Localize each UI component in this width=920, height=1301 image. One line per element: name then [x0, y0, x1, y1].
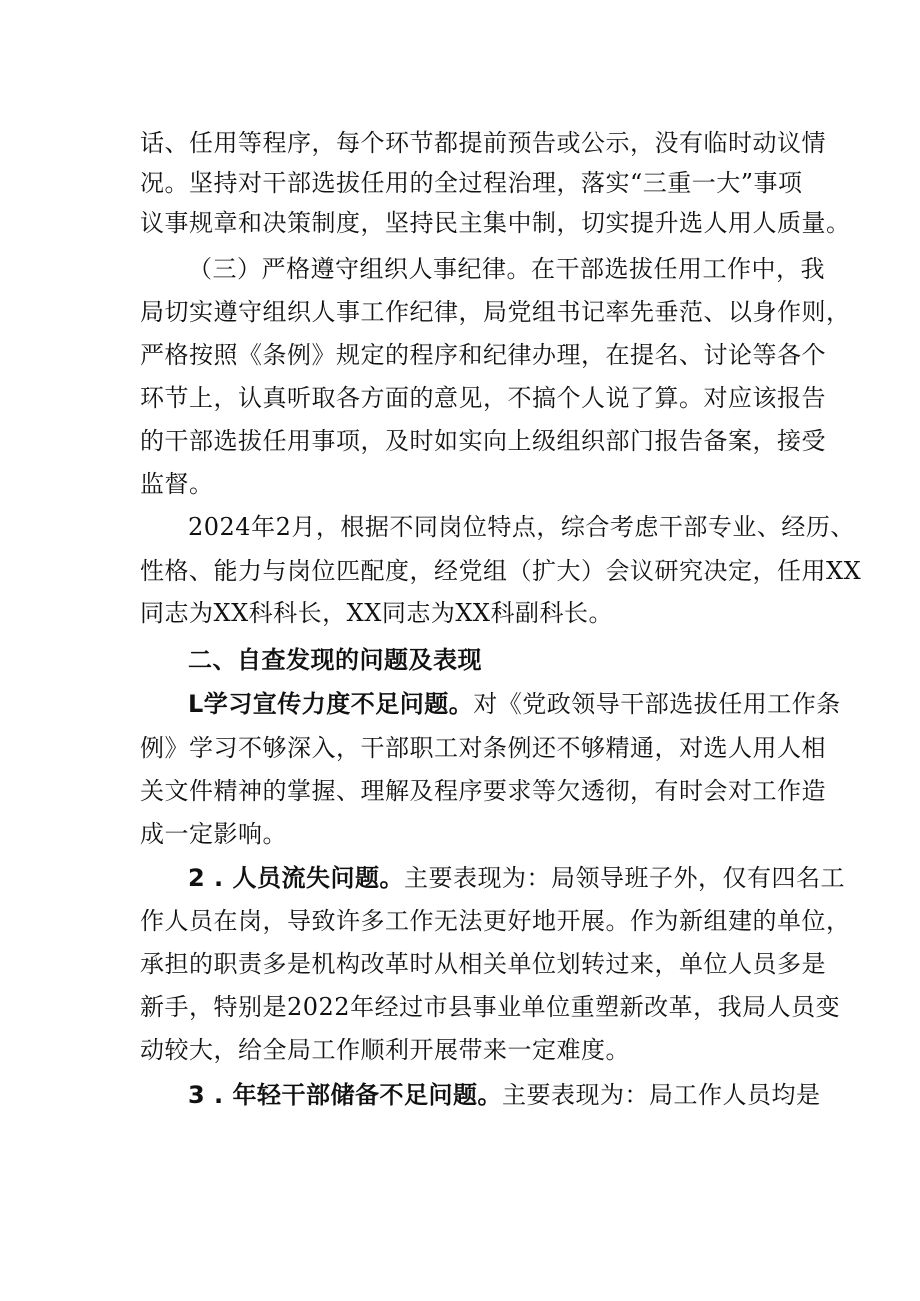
paragraph-line: 动较大，给全局工作顺利开展带来一定难度。: [140, 1036, 630, 1064]
item-lead: 2 . 人员流失问题。: [188, 864, 405, 892]
paragraph-line: 局切实遵守组织人事工作纪律，局党组书记率先垂范、以身作则，: [140, 298, 851, 326]
list-item-line: [188, 1080, 821, 1110]
paragraph-line: 新手，特别是2022年经过市县事业单位重塑新改革，我局人员变: [140, 993, 841, 1021]
paragraph-line: 关文件精神的掌握、理解及程序要求等欠透彻，有时会对工作造: [140, 777, 826, 805]
item-lead: 3 . 年轻干部储备不足问题。: [188, 1081, 503, 1109]
paragraph-line: 性格、能力与岗位匹配度，经党组（扩大）会议研究决定，任用XX: [140, 557, 862, 585]
paragraph-line: 成一定影响。: [140, 820, 287, 848]
paragraph-line: 况。坚持对干部选拔任用的全过程治理，落实“三重一大”事项: [140, 169, 803, 197]
list-item-line: [188, 689, 841, 719]
paragraph-line: 同志为XX科科长，XX同志为XX科副科长。: [140, 599, 614, 627]
item-lead: L学习宣传力度不足问题。: [188, 690, 474, 718]
paragraph-line: 的干部选拔任用事项，及时如实向上级组织部门报告备案，接受: [140, 427, 826, 455]
item-text: 对《党政领导干部选拔任用工作条: [473, 690, 841, 718]
paragraph-line: 环节上，认真听取各方面的意见，不搞个人说了算。对应该报告: [140, 384, 826, 412]
paragraph-line: 2024年2月，根据不同岗位特点，综合考虑干部专业、经历、: [188, 513, 855, 541]
paragraph-line: 例》学习不够深入，干部职工对条例还不够精通，对选人用人相: [140, 734, 826, 762]
item-text: 主要表现为：局工作人员均是: [502, 1081, 821, 1109]
paragraph-line: 监督。: [140, 470, 214, 498]
paragraph-line: 承担的职责多是机构改革时从相关单位划转过来，单位人员多是: [140, 950, 826, 978]
list-item-line: [188, 863, 845, 893]
paragraph-line: 议事规章和决策制度，坚持民主集中制，切实提升选人用人质量。: [140, 209, 851, 237]
paragraph-line: （三）严格遵守组织人事纪律。在干部选拔任用工作中，我: [188, 255, 825, 283]
paragraph-line: 话、任用等程序，每个环节都提前预告或公示，没有临时动议情: [140, 129, 826, 157]
paragraph-line: 严格按照《条例》规定的程序和纪律办理，在提名、讨论等各个: [140, 341, 826, 369]
item-text: 主要表现为：局领导班子外，仅有四名工: [404, 864, 846, 892]
section-heading: 二、自查发现的问题及表现: [188, 646, 482, 674]
paragraph-line: 作人员在岗，导致许多工作无法更好地开展。作为新组建的单位，: [140, 907, 851, 935]
